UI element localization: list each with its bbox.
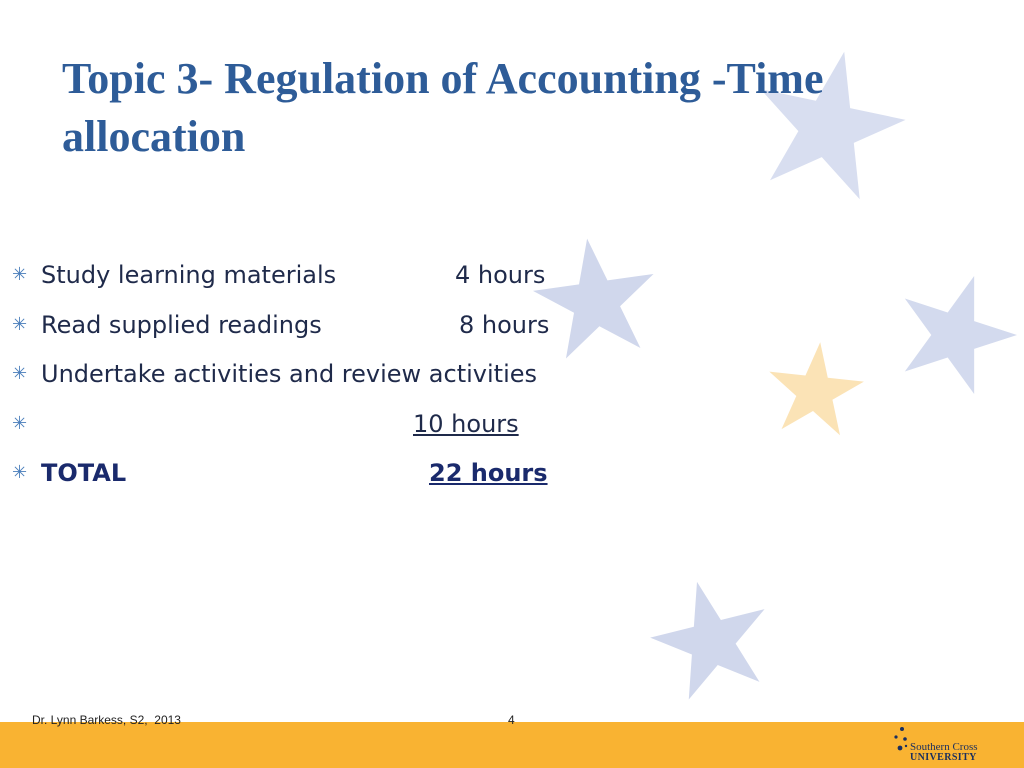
item-hours: 10 hours — [413, 409, 519, 438]
item-label: Read supplied readings — [41, 310, 322, 339]
logo-text-line2: UNIVERSITY — [910, 752, 977, 763]
asterisk-bullet-icon: ✳ — [12, 313, 28, 335]
star-icon — [640, 568, 782, 705]
asterisk-bullet-icon: ✳ — [12, 462, 28, 483]
star-icon — [883, 258, 1024, 401]
bullet-list — [12, 252, 712, 500]
total-hours: 22 hours — [429, 459, 548, 487]
list-item — [12, 351, 712, 401]
southern-cross-icon — [890, 724, 910, 764]
total-label: TOTAL — [41, 459, 127, 487]
star-icon — [763, 337, 867, 437]
footer-bar — [0, 722, 1024, 768]
logo-text-line1: Southern Cross — [910, 741, 978, 753]
asterisk-bullet-icon: ✳ — [12, 264, 28, 285]
slide-title: Topic 3- Regulation of Accounting -Time allocation — [62, 54, 824, 161]
page-number: 4 — [508, 713, 515, 727]
list-item-total — [12, 450, 712, 500]
item-hours: 4 hours — [455, 261, 546, 289]
list-item — [12, 302, 712, 352]
asterisk-bullet-icon: ✳ — [12, 412, 28, 434]
item-hours: 8 hours — [459, 310, 550, 339]
item-label: Study learning materials — [41, 261, 337, 289]
item-label: Undertake activities and review activities — [41, 360, 538, 388]
list-item — [12, 252, 712, 302]
footer-author: Dr. Lynn Barkess, S2, 2013 — [32, 713, 181, 727]
asterisk-bullet-icon: ✳ — [12, 363, 28, 384]
university-logo — [890, 724, 1000, 766]
list-item — [12, 401, 712, 451]
